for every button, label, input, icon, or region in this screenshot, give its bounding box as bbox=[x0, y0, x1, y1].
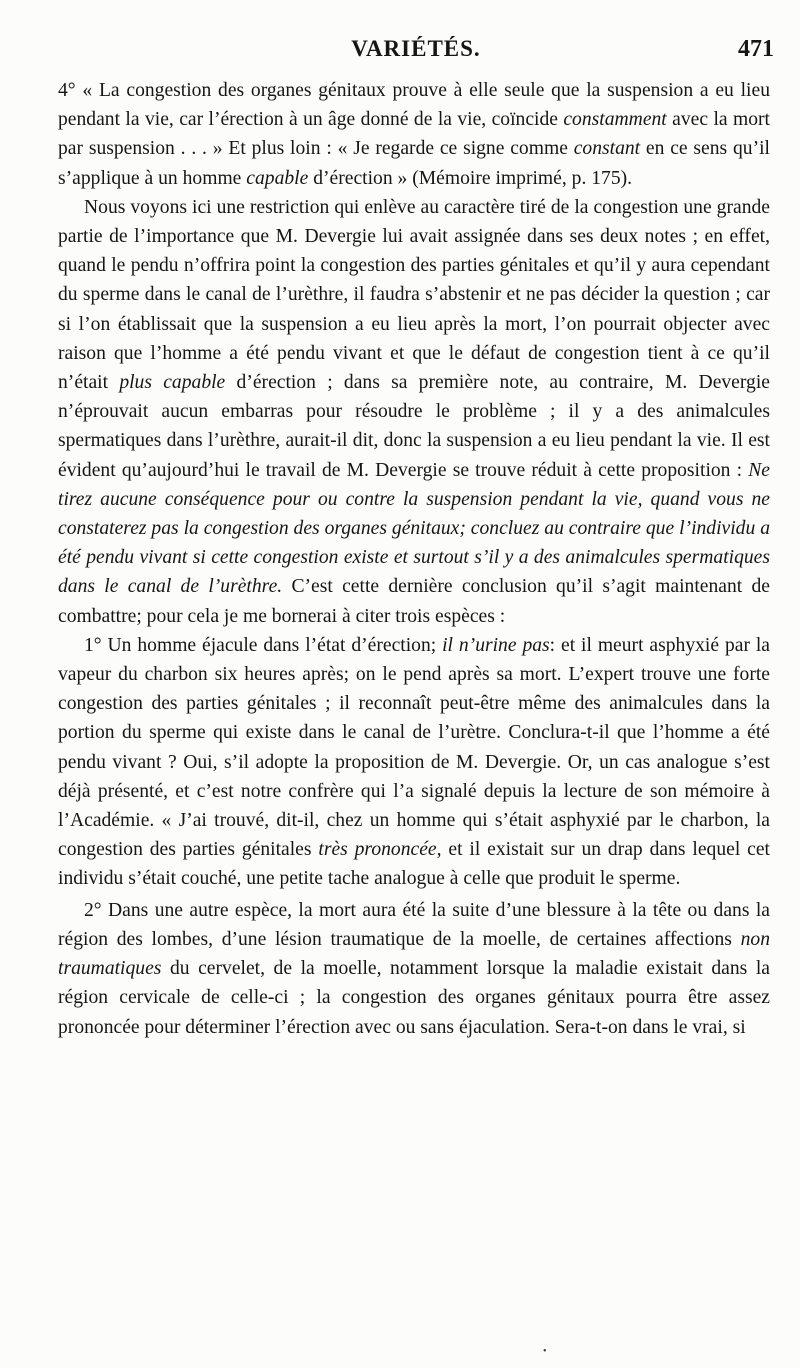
italic-text-run: Ne tirez aucune conséquence pour ou contre la suspension pendant la vie, quand vous ne constaterez pas la congestion des organes génitaux; concluez au contraire que l’individu a été pendu vivant si cette congestion existe et surtout s’il y a des animalcules spermatiques dans le canal de l’urèthre. bbox=[58, 459, 770, 598]
italic-text-run: non traumatiques bbox=[58, 928, 770, 980]
running-head bbox=[58, 36, 774, 76]
text-run: du cervelet, de la moelle, notamment lorsque la maladie existait dans la région cervicale de celle-ci ; la congestion des organes génitaux pourra être assez prononcée pour déterminer l’érection avec ou sans éjaculation. Sera-t-on dans le vrai, si bbox=[58, 958, 770, 1038]
text-run: d’érection ; dans sa première note, au contraire, M. Devergie n’éprouvait aucun embarras pour résoudre le problème ; il y a des animalcules spermatiques dans l’urèthre, aurait-il dit, donc la suspension a eu lieu pendant la vie. Il est évident qu’aujourd’hui le travail de M. Devergie se trouve réduit à cette proposition : bbox=[58, 372, 770, 481]
text-run: en ce sens qu’il s’applique à un homme bbox=[58, 138, 770, 189]
text-run: avec la mort par suspension . . . » Et plus loin : « Je regarde ce signe comme bbox=[58, 109, 770, 160]
section-title: VARIÉTÉS. bbox=[351, 36, 481, 61]
italic-text-run: constant bbox=[573, 138, 641, 160]
text-run: 2° Dans une autre espèce, la mort aura été la suite d’une blessure à la tête ou dans la région des lombes, d’une lésion traumatique de la moelle, de certaines affections bbox=[58, 899, 770, 950]
text-run: C’est cette dernière conclusion qu’il s’agit maintenant de combattre; pour cela je me bornerai à citer trois espèces : bbox=[58, 576, 770, 627]
text-run: et il existait sur un drap dans lequel cet individu s’était couché, une petite tache analogue à celle que produit le sperme. bbox=[58, 839, 770, 890]
paragraph-3 bbox=[58, 631, 770, 894]
paragraph-2 bbox=[58, 193, 770, 631]
italic-text-run: il n’urine pas bbox=[442, 634, 550, 656]
page-speck-mark: • bbox=[543, 1346, 547, 1357]
text-run: d’érection » (Mémoire imprimé, p. 175). bbox=[308, 167, 633, 189]
text-run: 4° « La congestion des organes génitaux prouve à elle seule que la suspension a eu lieu pendant la vie, car l’érection à un âge donné de la vie, coïncide bbox=[58, 80, 770, 131]
page-number: 471 bbox=[738, 36, 774, 62]
italic-text-run: constamment bbox=[563, 109, 667, 131]
text-run: 1° Un homme éjacule dans l’état d’érection; bbox=[84, 634, 443, 656]
paragraph-1 bbox=[58, 76, 770, 193]
italic-text-run: capable bbox=[246, 167, 309, 189]
italic-text-run: très prononcée, bbox=[318, 839, 442, 861]
text-run: : et il meurt asphyxié par la vapeur du charbon six heures après; on le pend après sa mort. L’expert trouve une forte congestion des parties génitales ; il reconnaît peut-être même des animalcules dans la portion du sperme qui existe dans le canal de l’urètre. Conclura-t-il que l’homme a été pendu vivant ? Oui, s’il adopte la proposition de M. Devergie. Or, un cas analogue s’est déjà présenté, et c’est notre confrère qui l’a signalé depuis la lecture de son mémoire à l’Académie. « J’ai trouvé, dit-il, chez un homme qui s’était asphyxié par le charbon, la congestion des parties génitales bbox=[58, 634, 771, 861]
paragraph-4 bbox=[58, 896, 770, 1042]
body-text bbox=[58, 76, 770, 1042]
text-run: Nous voyons ici une restriction qui enlève au caractère tiré de la congestion une grande partie de l’importance que M. Devergie lui avait assignée dans ses deux notes ; en effet, quand le pendu n’offrira point la congestion des parties génitales et qu’il y aura cependant du sperme dans le canal de l’urèthre, il faudra s’abstenir et ne pas décider la question ; car si l’on établissait que la suspension a eu lieu après la mort, l’on pourrait objecter avec raison que l’homme a été pendu vivant et que le défaut de congestion tient à ce qu’il n’était bbox=[58, 196, 770, 394]
italic-text-run: plus capable bbox=[119, 372, 226, 394]
